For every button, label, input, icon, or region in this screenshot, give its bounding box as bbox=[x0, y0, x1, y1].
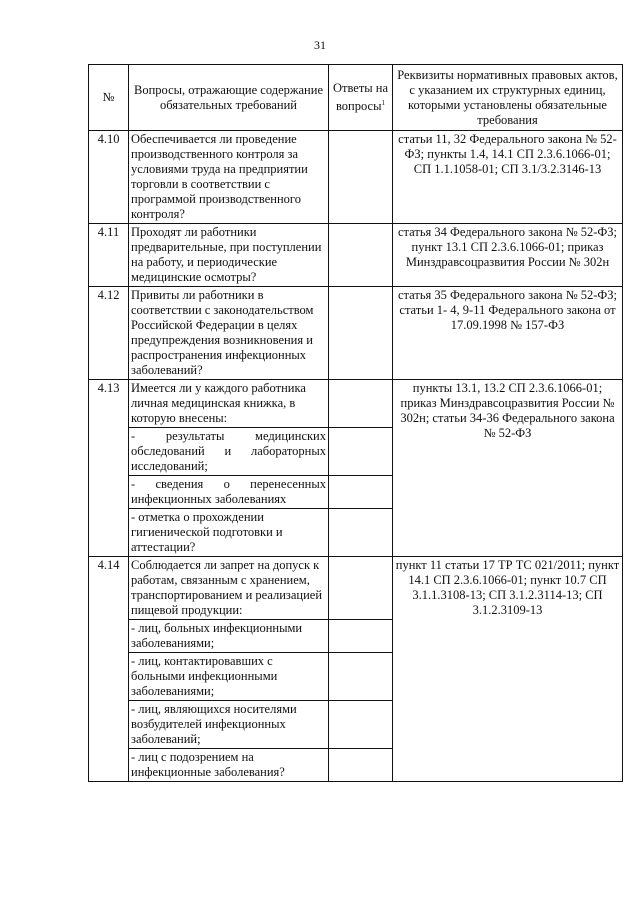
row-question: Проходят ли работники предварительные, при поступлении на работу, и периодические медицинские осмотры? bbox=[129, 224, 329, 287]
table-row bbox=[89, 287, 623, 380]
table-row bbox=[89, 380, 623, 428]
row-requisites: пункты 13.1, 13.2 СП 2.3.6.1066-01; приказ Минздравсоцразвития России № 302н; статьи 34-36 Федерального закона № 52-ФЗ bbox=[393, 380, 623, 557]
row-number: 4.11 bbox=[89, 224, 129, 287]
header-answers bbox=[329, 65, 393, 131]
page-number: 31 bbox=[314, 38, 326, 52]
row-subitem: - лиц с подозрением на инфекционные заболевания? bbox=[129, 749, 329, 782]
table-header-row bbox=[89, 65, 623, 131]
header-answers-label: Ответы на вопросы bbox=[332, 80, 389, 114]
answer-cell[interactable] bbox=[329, 620, 393, 653]
answer-cell[interactable] bbox=[329, 749, 393, 782]
row-question: Имеется ли у каждого работника личная медицинская книжка, в которую внесены: bbox=[129, 380, 329, 428]
row-question: Соблюдается ли запрет на допуск к работам, связанным с хранением, транспортированием и реализацией пищевой продукции: bbox=[129, 557, 329, 620]
row-number: 4.10 bbox=[89, 131, 129, 224]
answer-cell[interactable] bbox=[329, 653, 393, 701]
answer-cell[interactable] bbox=[329, 701, 393, 749]
row-subitem: - отметка о прохождении гигиенической подготовки и аттестации? bbox=[129, 509, 329, 557]
row-number: 4.12 bbox=[89, 287, 129, 380]
table-row bbox=[89, 557, 623, 620]
header-number: № bbox=[89, 65, 129, 131]
row-subitem: - лиц, контактировавших с больными инфекционными заболеваниями; bbox=[129, 653, 329, 701]
header-requisites: Реквизиты нормативных правовых актов, с указанием их структурных единиц, которыми установлены обязательные требования bbox=[393, 65, 623, 131]
requirements-table bbox=[88, 64, 623, 782]
row-question: Обеспечивается ли проведение производственного контроля за условиями труда на предприятии торговли в соответствии с программой производственного контроля? bbox=[129, 131, 329, 224]
header-question: Вопросы, отражающие содержание обязательных требований bbox=[129, 65, 329, 131]
row-subitem: - лиц, являющихся носителями возбудителей инфекционных заболеваний; bbox=[129, 701, 329, 749]
answer-cell[interactable] bbox=[329, 509, 393, 557]
table-row bbox=[89, 131, 623, 224]
row-subitem: - сведения о перенесенных инфекционных заболеваниях bbox=[129, 476, 329, 509]
answer-cell[interactable] bbox=[329, 428, 393, 476]
table-row bbox=[89, 224, 623, 287]
answer-cell[interactable] bbox=[329, 224, 393, 287]
answer-cell[interactable] bbox=[329, 380, 393, 428]
row-subitem: - лиц, больных инфекционными заболеваниями; bbox=[129, 620, 329, 653]
row-subitem: - результаты медицинских обследований и лабораторных исследований; bbox=[129, 428, 329, 476]
row-number: 4.13 bbox=[89, 380, 129, 557]
answer-cell[interactable] bbox=[329, 476, 393, 509]
row-requisites: пункт 11 статьи 17 ТР ТС 021/2011; пункт 14.1 СП 2.3.6.1066-01; пункт 10.7 СП 3.1.1.3108-13; СП 3.1.2.3114-13; СП 3.1.2.3109-13 bbox=[393, 557, 623, 782]
row-requisites: статья 35 Федерального закона № 52-ФЗ; статьи 1- 4, 9-11 Федерального закона от 17.09.1998 № 157-ФЗ bbox=[393, 287, 623, 380]
answer-cell[interactable] bbox=[329, 131, 393, 224]
row-requisites: статья 34 Федерального закона № 52-ФЗ; пункт 13.1 СП 2.3.6.1066-01; приказ Минздравсоцразвития России № 302н bbox=[393, 224, 623, 287]
row-requisites: статьи 11, 32 Федерального закона № 52-ФЗ; пункты 1.4, 14.1 СП 2.3.6.1066-01; СП 1.1.1058-01; СП 3.1/3.2.3146-13 bbox=[393, 131, 623, 224]
row-question: Привиты ли работники в соответствии с законодательством Российской Федерации в целях предупреждения возникновения и распространения инфекционных заболеваний? bbox=[129, 287, 329, 380]
answer-cell[interactable] bbox=[329, 557, 393, 620]
row-number: 4.14 bbox=[89, 557, 129, 782]
header-answers-footnote: 1 bbox=[381, 98, 385, 107]
answer-cell[interactable] bbox=[329, 287, 393, 380]
